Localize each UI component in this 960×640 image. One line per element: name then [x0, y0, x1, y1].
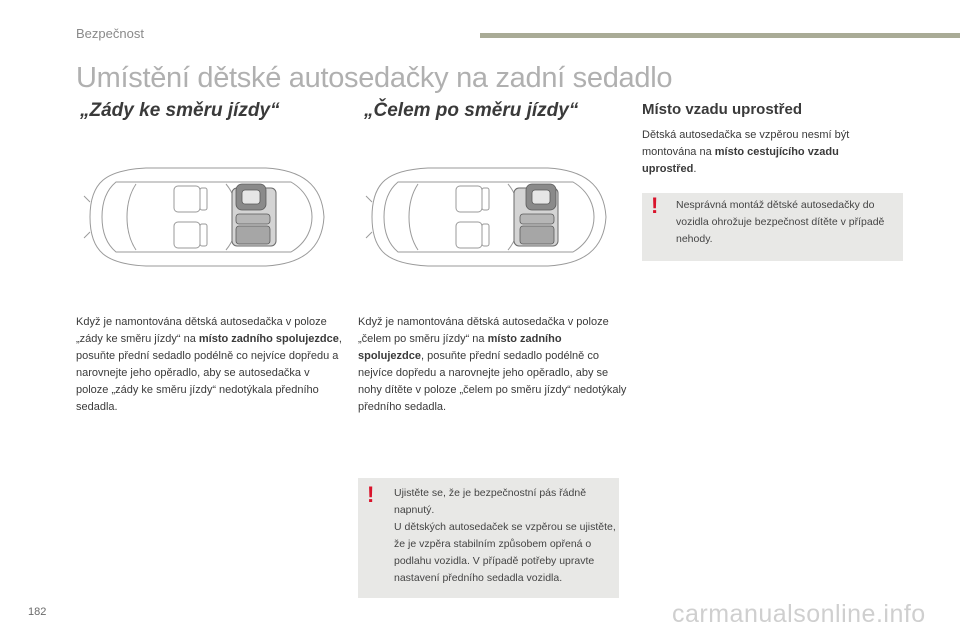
page-title: Umístění dětské autosedačky na zadní sedadlo [76, 62, 673, 94]
car-rear-facing-icon [76, 162, 328, 272]
seatbelt-warning-box [358, 478, 619, 598]
page-number: 182 [28, 606, 47, 618]
seatbelt-warning-text: Ujistěte se, že je bezpečnostní pás řádně napnutý. U dětských autosedaček se vzpěrou se ujistěte, že je vzpěra stabilním způsobem opřená o podlahu vozidla. V případě potřeby upravte nastavení předního sedadla vozidla. [394, 487, 616, 584]
middle-rear-text: Dětská autosedačka se vzpěrou nesmí být montována na místo cestujícího vzadu uprostřed. [642, 129, 850, 175]
installation-warning-text: Nesprávná montáž dětské autosedačky do vozidla ohrožuje bezpečnost dítěte v případě nehody. [676, 199, 885, 245]
car-forward-facing-icon [358, 162, 610, 272]
exclamation-icon: ! [651, 193, 659, 218]
header-bar [480, 33, 960, 38]
watermark: carmanualsonline.info [672, 600, 926, 628]
forward-facing-text: Když je namontována dětská autosedačka v poloze „čelem po směru jízdy“ na místo zadního spolujezdce, posuňte přední sedadlo podélně co nejvíce dopředu a narovnejte jeho opěradlo, aby se nohy dítěte v poloze „čelem po směru jízdy“ nedotýkaly předního sedadla. [358, 316, 627, 413]
exclamation-icon: ! [367, 482, 375, 507]
rear-facing-text: Když je namontována dětská autosedačka v poloze „zády ke směru jízdy“ na místo zadního spolujezdce, posuňte přední sedadlo podélně co nejvíce dopředu a narovnejte jeho opěradlo, aby se autosedačka v poloze „zády ke směru jízdy“ nedotýkala předního sedadla. [76, 316, 342, 413]
installation-warning-box [642, 193, 903, 261]
middle-rear-heading: Místo vzadu uprostřed [642, 101, 803, 118]
section-label: Bezpečnost [76, 26, 144, 41]
rear-facing-heading: „Zády ke směru jízdy“ [80, 100, 280, 121]
forward-facing-heading: „Čelem po směru jízdy“ [364, 100, 579, 121]
